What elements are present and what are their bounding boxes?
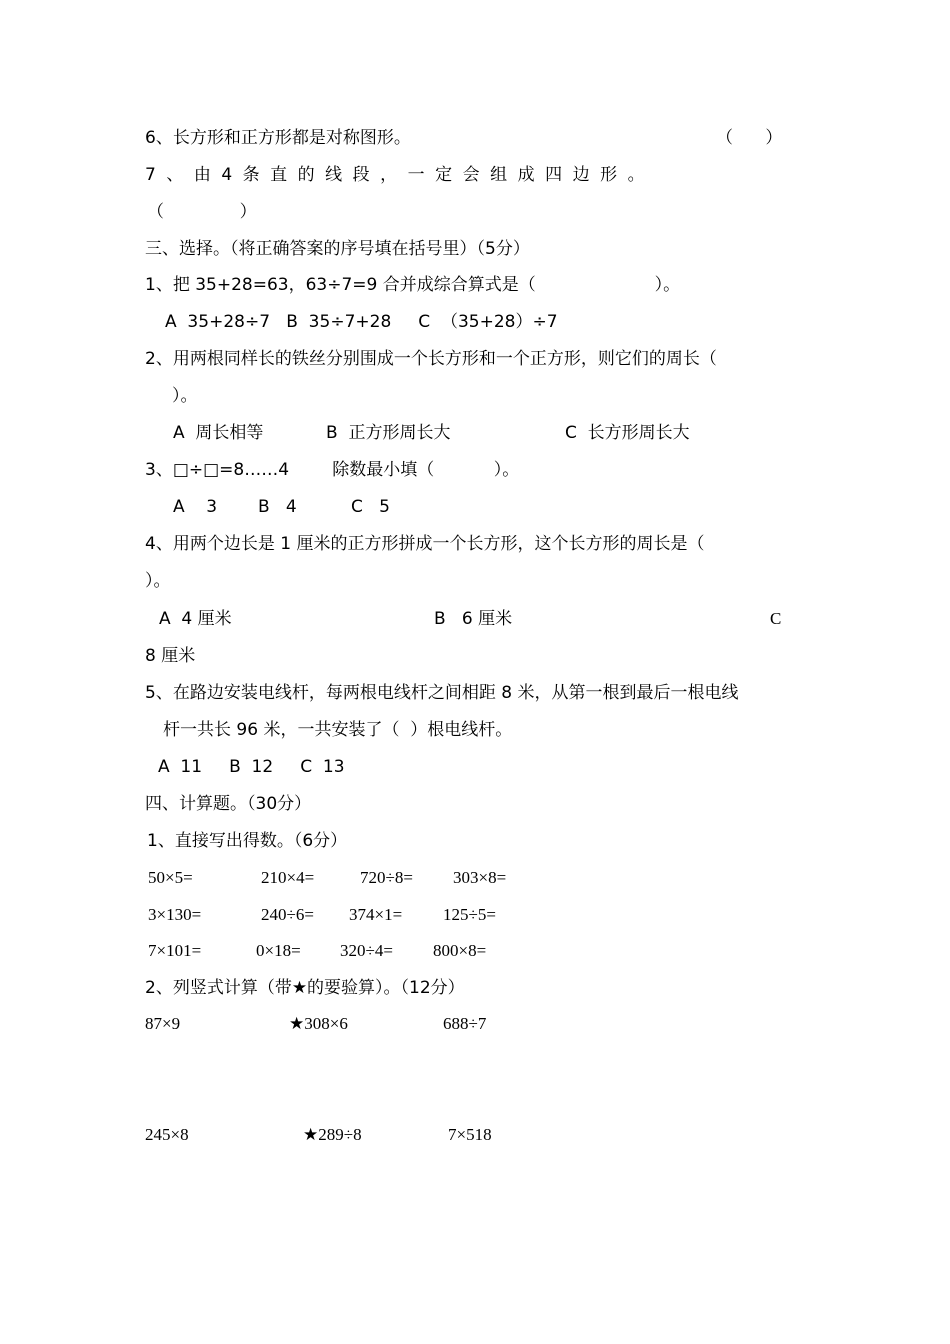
- s4-part2-title: 2、列竖式计算（带★的要验算）。（12分）: [145, 978, 465, 998]
- s3-q4-option-c-value: 8 厘米: [145, 646, 196, 666]
- oral-calc-item: 800×8=: [433, 941, 487, 960]
- s3-q4-option-c-letter: C: [770, 609, 782, 628]
- oral-calc-item: 210×4=: [261, 868, 315, 887]
- s3-q3-option-a: A 3: [173, 497, 218, 517]
- oral-calc-item: 303×8=: [453, 868, 507, 887]
- oral-calc-item: 7×101=: [148, 941, 202, 960]
- s4-part1-title: 1、直接写出得数。（6分）: [147, 831, 348, 851]
- s3-q5-stem: 5、在路边安装电线杆，每两根电线杆之间相距 8 米，从第一根到最后一根电线: [145, 683, 739, 703]
- s3-q5-options: A 11 B 12 C 13: [158, 757, 345, 777]
- oral-calc-item: 374×1=: [349, 905, 403, 924]
- judge-q7-text: 7、由4条直的线段，一定会组成四边形。: [145, 165, 656, 185]
- s3-q4-stem-cont: ）。: [145, 571, 171, 591]
- oral-calc-item: 320÷4=: [340, 941, 393, 960]
- vertical-calc-item: ★289÷8: [303, 1125, 362, 1144]
- vertical-calc-item: 7×518: [448, 1125, 492, 1144]
- s3-q4-option-a: A 4 厘米: [159, 609, 232, 629]
- judge-q6-blank: （ ）: [716, 128, 783, 148]
- s3-q2-stem-cont: ）。: [172, 386, 198, 406]
- judge-q7-blank: （ ）: [147, 202, 257, 222]
- s3-q2-option-b: B 正方形周长大: [326, 423, 451, 443]
- oral-calc-item: 240÷6=: [261, 905, 314, 924]
- oral-calc-item: 0×18=: [256, 941, 301, 960]
- s3-q1-options: A 35+28÷7 B 35÷7+28 C （35+28）÷7: [165, 312, 558, 332]
- vertical-calc-item: ★308×6: [289, 1014, 348, 1033]
- s3-q3-option-c: C 5: [351, 497, 390, 517]
- vertical-calc-item: 87×9: [145, 1014, 181, 1033]
- s3-q2-option-c: C 长方形周长大: [565, 423, 690, 443]
- s3-q2-stem: 2、用两根同样长的铁丝分别围成一个长方形和一个正方形，则它们的周长（: [145, 349, 717, 369]
- vertical-calc-item: 245×8: [145, 1125, 189, 1144]
- s3-q2-option-a: A 周长相等: [173, 423, 264, 443]
- oral-calc-item: 50×5=: [148, 868, 193, 887]
- s3-q3-stem: 3、□÷□=8……4 除数最小填（ ）。: [145, 460, 520, 480]
- section3-heading: 三、选择。（将正确答案的序号填在括号里）（5分）: [145, 239, 530, 259]
- oral-calc-item: 720÷8=: [360, 868, 413, 887]
- s3-q4-option-b: B 6 厘米: [434, 609, 513, 629]
- s3-q1-stem: 1、把 35+28=63，63÷7=9 合并成综合算式是（ ）。: [145, 275, 681, 295]
- s3-q3-option-b: B 4: [258, 497, 297, 517]
- oral-calc-item: 125÷5=: [443, 905, 496, 924]
- s3-q4-stem: 4、用两个边长是 1 厘米的正方形拼成一个长方形，这个长方形的周长是（: [145, 534, 705, 554]
- vertical-calc-item: 688÷7: [443, 1014, 487, 1033]
- section4-heading: 四、计算题。（30分）: [145, 794, 312, 814]
- oral-calc-item: 3×130=: [148, 905, 202, 924]
- s3-q5-stem-cont: 杆一共长 96 米，一共安装了（ ）根电线杆。: [163, 720, 513, 740]
- judge-q6-text: 6、长方形和正方形都是对称图形。: [145, 128, 411, 148]
